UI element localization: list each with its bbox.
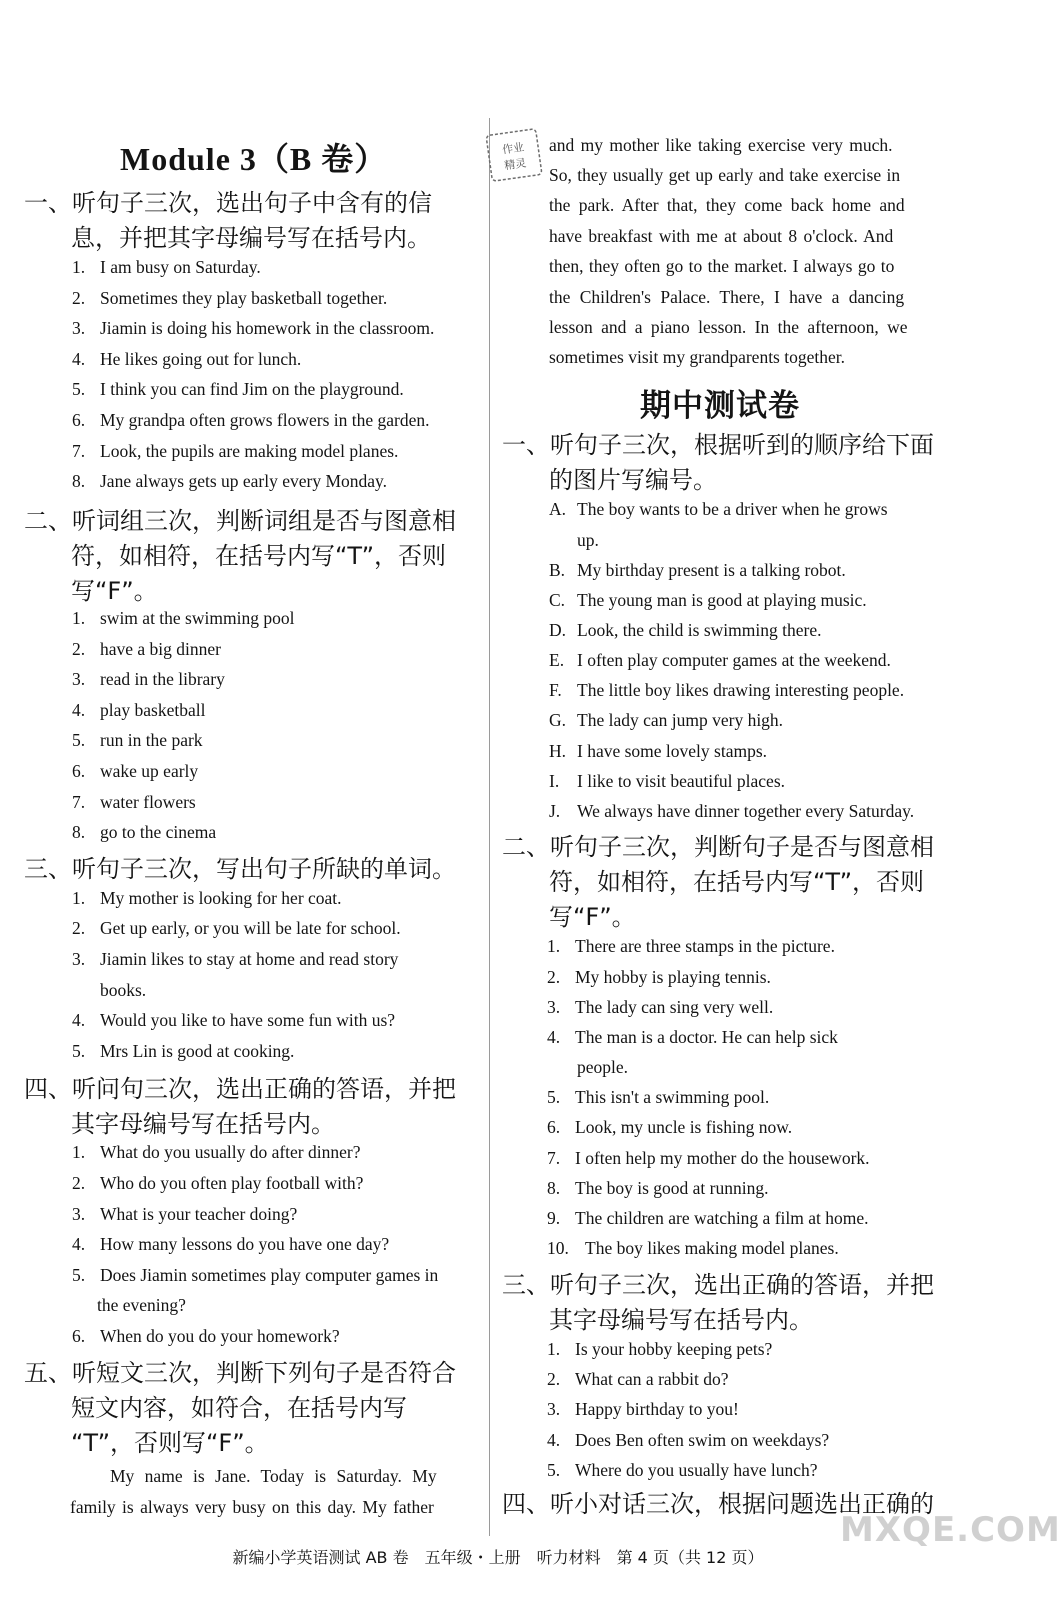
section-heading-line: 其字母编号写在括号内。 — [549, 1306, 813, 1334]
midterm-title: 期中测试卷 — [640, 388, 800, 424]
list-item — [72, 288, 387, 309]
item-text: Sometimes they play basketball together. — [100, 287, 388, 308]
list-item — [72, 1234, 389, 1255]
passage-line: family is always very busy on this day. My father — [70, 1497, 434, 1517]
item-number: 4. — [547, 1027, 561, 1047]
passage-line: and my mother like taking exercise very much. — [549, 135, 893, 155]
item-number: 7. — [72, 791, 86, 812]
list-item — [72, 1041, 294, 1062]
item-text: What do you usually do after dinner? — [100, 1142, 361, 1162]
list-item — [72, 410, 430, 431]
item-text: My birthday present is a talking robot. — [577, 560, 846, 580]
item-number: 5. — [72, 730, 86, 751]
list-item-cont: books. — [100, 980, 147, 1000]
item-text: The boy likes making model planes. — [585, 1238, 839, 1258]
section-heading-line: 一、听句子三次，选出句子中含有的信 — [24, 189, 432, 217]
section-heading-line: 息，并把其字母编号写在括号内。 — [71, 224, 431, 252]
item-text: Look, the pupils are making model planes. — [100, 440, 399, 461]
item-text: Mrs Lin is good at cooking. — [100, 1041, 295, 1061]
passage-line: the park. After that, they come back home and — [549, 195, 905, 215]
section-heading-line: 四、听小对话三次，根据问题选出正确的 — [502, 1490, 934, 1518]
item-label: J. — [549, 801, 561, 821]
item-label: I. — [549, 771, 560, 791]
section-heading-line: 的图片写编号。 — [549, 466, 717, 494]
item-text: The little boy likes drawing interesting people. — [577, 680, 905, 700]
list-item — [72, 318, 434, 339]
list-item-cont: people. — [577, 1057, 629, 1077]
list-item — [72, 792, 196, 813]
section-heading-line: 写“F”。 — [549, 903, 636, 931]
item-text: How many lessons do you have one day? — [100, 1234, 390, 1254]
section-heading-line: 二、听句子三次，判断句子是否与图意相 — [502, 833, 934, 861]
item-number: 9. — [547, 1208, 561, 1228]
item-text: He likes going out for lunch. — [100, 348, 302, 369]
item-text: What is your teacher doing? — [100, 1204, 298, 1224]
item-text: Where do you usually have lunch? — [575, 1459, 818, 1480]
item-number: 3. — [72, 669, 86, 690]
item-text: Does Jiamin sometimes play computer games in — [100, 1265, 439, 1285]
section-heading-line: 二、听词组三次，判断词组是否与图意相 — [24, 507, 456, 535]
section-heading-line: 其字母编号写在括号内。 — [71, 1110, 335, 1138]
item-text: I am busy on Saturday. — [100, 257, 261, 277]
list-item — [547, 1460, 818, 1481]
item-text: My mother is looking for her coat. — [100, 888, 342, 908]
item-text: Get up early, or you will be late for school. — [100, 918, 401, 938]
section-heading-line: 符，如相符，在括号内写“T”，否则 — [549, 868, 924, 896]
item-number: 2. — [72, 1173, 86, 1193]
item-number: 8. — [547, 1178, 561, 1198]
item-number: 1. — [72, 257, 86, 277]
item-text: water flowers — [100, 791, 196, 812]
list-item — [72, 349, 301, 370]
item-number: 1. — [547, 936, 561, 956]
section-heading-line: “T”，否则写“F”。 — [71, 1429, 269, 1457]
item-number: 7. — [547, 1148, 561, 1168]
item-text: play basketball — [100, 699, 206, 720]
item-number: 2. — [72, 287, 86, 308]
passage-line: My name is Jane. Today is Saturday. My — [110, 1466, 437, 1486]
item-text: We always have dinner together every Saturday. — [577, 801, 915, 821]
item-number: 5. — [547, 1459, 561, 1480]
passage-line: So, they usually get up early and take exercise in — [549, 165, 901, 185]
item-text: The boy is good at running. — [575, 1178, 769, 1198]
list-item — [549, 801, 914, 822]
list-item — [547, 1238, 839, 1259]
stamp-text-line1: 作业 — [501, 140, 525, 157]
item-number: 4. — [72, 1234, 86, 1254]
section-heading-line: 五、听短文三次，判断下列句子是否符合 — [24, 1359, 456, 1387]
item-number: 3. — [72, 318, 86, 339]
list-item — [549, 710, 783, 731]
item-number: 5. — [547, 1087, 561, 1107]
section-heading-line: 写“F”。 — [71, 577, 158, 605]
list-item — [547, 967, 771, 988]
item-number: 6. — [72, 761, 86, 781]
list-item — [549, 741, 767, 762]
list-item — [72, 608, 294, 629]
site-watermark: MXQE.COM — [840, 1510, 1061, 1550]
list-item — [549, 771, 785, 792]
item-text: This isn't a swimming pool. — [575, 1087, 770, 1107]
list-item — [72, 761, 198, 782]
item-number: 5. — [72, 1265, 86, 1285]
list-item — [72, 730, 203, 751]
list-item — [547, 1430, 829, 1451]
list-item — [72, 1204, 297, 1225]
list-item — [549, 680, 904, 701]
item-text: My grandpa often grows flowers in the garden. — [100, 410, 430, 430]
list-item — [547, 936, 835, 957]
item-number: 3. — [72, 1204, 86, 1224]
list-item — [72, 949, 398, 970]
item-number: 4. — [72, 699, 86, 720]
list-item — [549, 620, 821, 641]
list-item-cont: the evening? — [97, 1295, 186, 1315]
item-text: Who do you often play football with? — [100, 1173, 364, 1193]
item-number: 8. — [72, 822, 86, 843]
homework-stamp-logo — [483, 124, 545, 186]
item-text: Jiamin likes to stay at home and read story — [100, 949, 399, 969]
list-item — [547, 1208, 869, 1229]
item-number: 6. — [72, 1326, 86, 1346]
list-item — [72, 1142, 360, 1163]
item-text: The lady can jump very high. — [577, 710, 784, 730]
item-number: 3. — [72, 949, 86, 969]
column-divider — [489, 118, 490, 1536]
item-number: 1. — [72, 1142, 86, 1162]
list-item — [547, 1399, 739, 1420]
item-number: 10. — [547, 1238, 569, 1258]
item-text: I like to visit beautiful places. — [577, 771, 786, 791]
item-text: There are three stamps in the picture. — [575, 936, 835, 956]
item-number: 6. — [72, 410, 86, 430]
passage-line: have breakfast with me at about 8 o'clock. And — [549, 226, 894, 246]
item-text: Happy birthday to you! — [575, 1399, 739, 1420]
item-label: G. — [549, 710, 567, 730]
section-heading-line: 一、听句子三次，根据听到的顺序给下面 — [502, 431, 934, 459]
item-text: Jane always gets up early every Monday. — [100, 471, 388, 492]
item-number: 2. — [547, 1369, 561, 1390]
item-text: The lady can sing very well. — [575, 997, 774, 1017]
passage-line: sometimes visit my grandparents together. — [549, 347, 845, 367]
item-number: 1. — [72, 888, 86, 908]
list-item — [72, 639, 221, 660]
list-item — [72, 700, 205, 721]
list-item — [72, 257, 261, 278]
item-text: go to the cinema — [100, 822, 217, 843]
item-number: 1. — [547, 1339, 561, 1359]
item-text: I have some lovely stamps. — [577, 741, 768, 761]
list-item — [72, 888, 342, 909]
item-number: 4. — [72, 1010, 86, 1030]
list-item — [549, 560, 846, 581]
item-text: Would you like to have some fun with us? — [100, 1010, 396, 1030]
item-text: What can a rabbit do? — [575, 1369, 729, 1390]
passage-line: the Children's Palace. There, I have a dancing — [549, 287, 905, 307]
item-text: I often play computer games at the weekend. — [577, 650, 891, 670]
item-number: 2. — [72, 918, 86, 938]
item-number: 7. — [72, 440, 86, 461]
list-item — [547, 1339, 772, 1360]
item-text: Does Ben often swim on weekdays? — [575, 1429, 830, 1450]
passage-line: lesson and a piano lesson. In the afternoon, we — [549, 317, 908, 337]
item-text: run in the park — [100, 730, 203, 751]
item-text: I often help my mother do the housework. — [575, 1148, 870, 1168]
item-number: 2. — [72, 638, 86, 659]
item-text: have a big dinner — [100, 638, 221, 659]
item-number: 1. — [72, 608, 86, 628]
item-label: F. — [549, 680, 562, 700]
list-item — [72, 669, 225, 690]
item-number: 6. — [547, 1117, 561, 1137]
item-number: 8. — [72, 471, 86, 492]
item-label: D. — [549, 620, 567, 640]
item-text: The man is a doctor. He can help sick — [575, 1027, 838, 1047]
item-number: 5. — [72, 1041, 86, 1061]
section-heading-line: 短文内容，如符合，在括号内写 — [71, 1394, 407, 1422]
item-text: Is your hobby keeping pets? — [575, 1339, 773, 1359]
item-label: H. — [549, 741, 567, 761]
item-label: B. — [549, 560, 566, 580]
list-item — [549, 499, 888, 520]
passage-line: then, they often go to the market. I always go to — [549, 256, 895, 276]
item-text: The children are watching a film at home. — [575, 1208, 869, 1228]
item-number: 2. — [547, 967, 561, 987]
list-item — [72, 1326, 340, 1347]
item-text: My hobby is playing tennis. — [575, 967, 771, 987]
item-text: Look, my uncle is fishing now. — [575, 1117, 793, 1137]
list-item — [72, 379, 404, 400]
item-text: The boy wants to be a driver when he grows — [577, 499, 888, 519]
list-item — [547, 1117, 792, 1138]
item-text: wake up early — [100, 761, 199, 781]
list-item — [72, 822, 216, 843]
list-item — [72, 1010, 395, 1031]
page-footer: 新编小学英语测试 AB 卷 五年级・上册 听力材料 第 4 页（共 12 页） — [232, 1548, 764, 1567]
stamp-text-line2: 精灵 — [503, 156, 528, 173]
item-text: Look, the child is swimming there. — [577, 620, 822, 640]
item-number: 3. — [547, 997, 561, 1017]
list-item — [72, 441, 398, 462]
list-item — [547, 1369, 729, 1390]
list-item — [72, 1173, 363, 1194]
list-item-cont: up. — [577, 530, 599, 550]
list-item — [547, 1027, 838, 1048]
list-item — [549, 650, 891, 671]
item-number: 4. — [72, 348, 86, 369]
item-number: 5. — [72, 379, 86, 400]
item-label: C. — [549, 590, 566, 610]
item-text: When do you do your homework? — [100, 1326, 340, 1346]
item-text: Jiamin is doing his homework in the classroom. — [100, 318, 435, 339]
item-text: read in the library — [100, 669, 225, 690]
list-item — [547, 1087, 769, 1108]
list-item — [72, 918, 401, 939]
section-heading-line: 符，如相符，在括号内写“T”，否则 — [71, 542, 446, 570]
list-item — [72, 471, 387, 492]
module-title: Module 3（B 卷） — [120, 141, 388, 177]
item-number: 3. — [547, 1399, 561, 1420]
list-item — [547, 1148, 870, 1169]
item-text: swim at the swimming pool — [100, 608, 295, 628]
section-heading-line: 三、听句子三次，选出正确的答语，并把 — [502, 1271, 934, 1299]
item-number: 4. — [547, 1429, 561, 1450]
list-item — [549, 590, 867, 611]
list-item — [547, 997, 773, 1018]
list-item — [547, 1178, 768, 1199]
item-text: The young man is good at playing music. — [577, 590, 867, 610]
section-heading-line: 三、听句子三次，写出句子所缺的单词。 — [24, 855, 456, 883]
item-label: A. — [549, 499, 567, 519]
item-text: I think you can find Jim on the playground. — [100, 379, 404, 400]
list-item — [72, 1265, 438, 1286]
item-label: E. — [549, 650, 565, 670]
section-heading-line: 四、听问句三次，选出正确的答语，并把 — [24, 1075, 456, 1103]
